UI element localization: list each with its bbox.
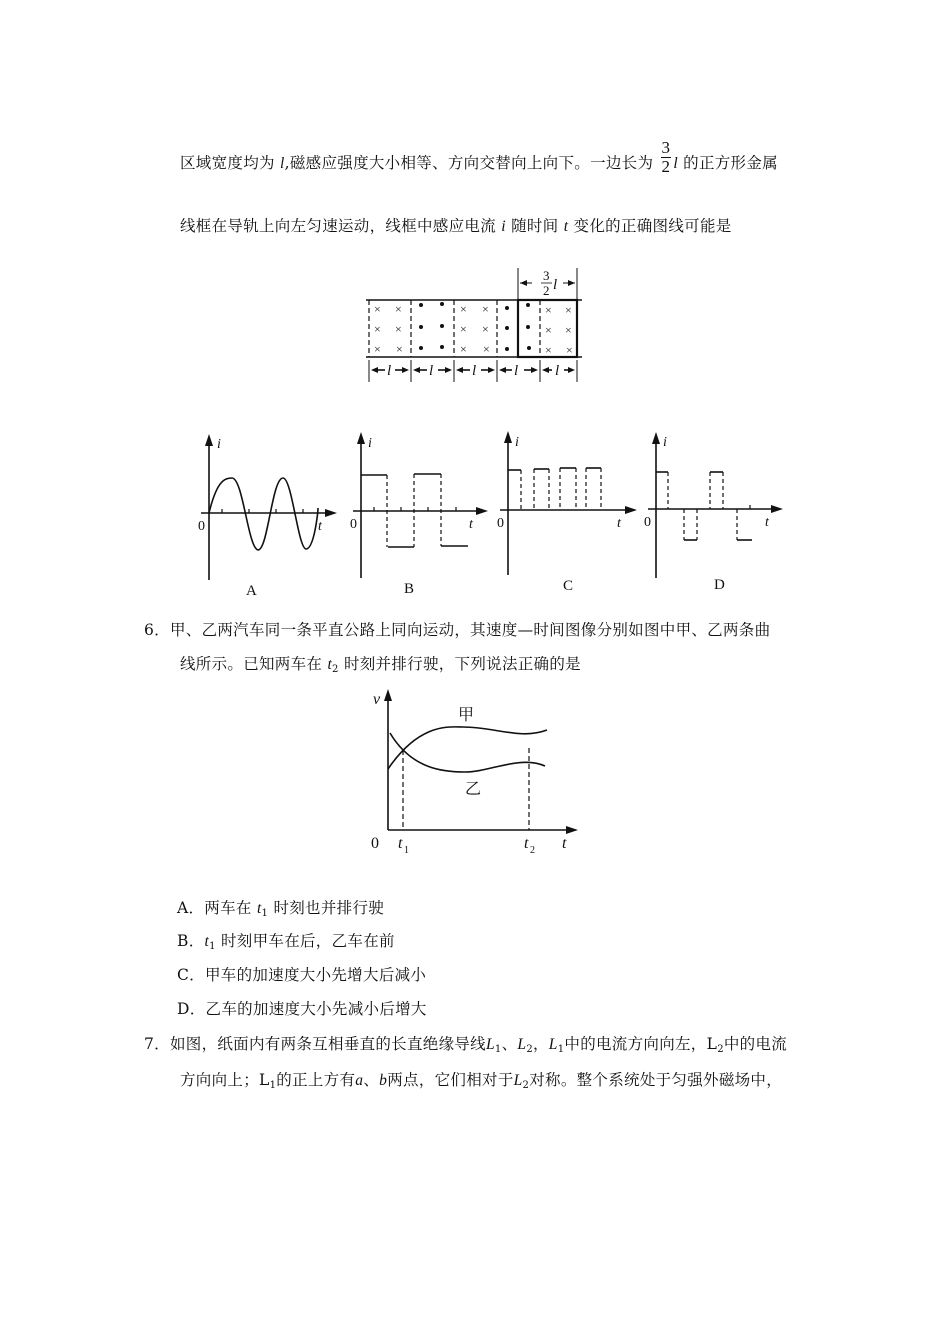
svg-text:×: × xyxy=(460,302,467,316)
text: 、 xyxy=(501,1035,518,1053)
svg-text:×: × xyxy=(482,322,489,336)
text: 时刻也并排行驶 xyxy=(268,899,385,917)
svg-text:×: × xyxy=(545,343,552,357)
option-letter: B． xyxy=(177,932,205,950)
text: 区域宽度均为 xyxy=(180,154,281,172)
origin-label: 0 xyxy=(198,519,205,534)
subscript: 1 xyxy=(209,941,216,952)
axis-label-i: i xyxy=(368,436,372,451)
var-t: t xyxy=(256,900,262,917)
text: 甲、乙两汽车同一条平直公路上同向运动，其速度—时间图像分别如图中甲、乙两条曲 xyxy=(169,621,771,639)
subscript: 2 xyxy=(332,664,339,675)
q6-option-c[interactable] xyxy=(177,963,426,985)
frame-label-var: l xyxy=(553,277,558,293)
text: 中的电流方向向左，L xyxy=(564,1035,718,1053)
axis-label-t: t xyxy=(562,835,567,852)
text: 两车在 xyxy=(204,899,257,917)
q6-option-a[interactable] xyxy=(177,896,384,919)
text: 随时间 xyxy=(505,217,564,235)
axis-label-i: i xyxy=(217,437,221,452)
svg-text:×: × xyxy=(395,322,402,336)
width-label: l xyxy=(514,363,519,379)
svg-text:×: × xyxy=(482,302,489,316)
text: 、 xyxy=(363,1071,380,1089)
width-label: l xyxy=(472,363,477,379)
t2-sub: 2 xyxy=(530,845,535,856)
text: 两点，它们相对于 xyxy=(387,1071,514,1089)
var-l: l xyxy=(673,155,678,172)
var-l: l xyxy=(280,155,285,172)
axis-label-t: t xyxy=(617,516,621,531)
option-label-d: D xyxy=(714,577,725,593)
subscript: 1 xyxy=(261,908,269,919)
text: 线所示。已知两车在 xyxy=(180,655,328,673)
option-letter: A． xyxy=(177,899,205,917)
option-label-c: C xyxy=(563,578,574,594)
var-L: L xyxy=(517,1036,527,1053)
text: 乙车的加速度大小先减小后增大 xyxy=(205,1000,427,1018)
t2-label: t xyxy=(524,835,529,852)
axis-label-t: t xyxy=(318,519,322,534)
svg-text:×: × xyxy=(566,343,573,357)
text: 甲车的加速度大小先增大后减小 xyxy=(204,966,427,984)
axis-label-t: t xyxy=(469,517,473,532)
curve-label-yi: 乙 xyxy=(465,779,482,798)
question-number: 6． xyxy=(144,621,170,639)
subscript: 1 xyxy=(494,1044,502,1055)
text: 如图，纸面内有两条互相垂直的长直绝缘导线 xyxy=(169,1035,486,1053)
frac-den: 2 xyxy=(661,156,671,176)
origin-label: 0 xyxy=(350,517,357,532)
text: 线框在导轨上向左匀速运动，线框中感应电流 xyxy=(180,217,502,235)
axis-label-i: i xyxy=(515,435,519,450)
svg-text:×: × xyxy=(374,302,381,316)
origin-label: 0 xyxy=(371,835,379,852)
width-label: l xyxy=(387,363,392,379)
q6-option-d[interactable] xyxy=(177,997,427,1019)
subscript: 2 xyxy=(717,1044,724,1055)
text: 对称。整个系统处于匀强外磁场中， xyxy=(529,1071,783,1089)
text: 的正方形金属 xyxy=(677,154,778,172)
svg-text:×: × xyxy=(374,342,381,356)
subscript: 2 xyxy=(526,1044,533,1055)
q6-option-b[interactable] xyxy=(177,929,395,952)
frame-label-num: 3 xyxy=(543,268,550,283)
option-letter: C． xyxy=(177,966,205,984)
var-L: L xyxy=(513,1072,523,1089)
var-b: b xyxy=(379,1072,388,1089)
svg-text:×: × xyxy=(545,323,552,337)
q7-line-2 xyxy=(180,1068,782,1091)
question-number: 7． xyxy=(144,1035,170,1053)
subscript: 2 xyxy=(522,1080,530,1091)
width-label: l xyxy=(429,363,434,379)
var-t: t xyxy=(327,656,333,673)
subscript: 1 xyxy=(269,1080,277,1091)
curve-label-jia: 甲 xyxy=(458,705,475,724)
axis-label-t: t xyxy=(765,515,769,530)
origin-label: 0 xyxy=(497,516,504,531)
text: 变化的正确图线可能是 xyxy=(568,217,732,235)
origin-label: 0 xyxy=(644,515,651,530)
var-i: i xyxy=(501,218,506,235)
frame-label-den: 2 xyxy=(543,283,550,298)
curve-yi xyxy=(390,733,545,772)
option-label-b: B xyxy=(404,581,415,597)
text: 方向向上；L xyxy=(180,1071,270,1089)
q7-line-1 xyxy=(144,1032,787,1055)
text: ， xyxy=(532,1035,549,1053)
svg-text:×: × xyxy=(396,342,403,356)
t1-label: t xyxy=(398,835,403,852)
svg-text:×: × xyxy=(545,303,552,317)
text: ,磁感应强度大小相等、方向交替向上向下。一边长为 xyxy=(284,154,659,172)
text: 的正上方有 xyxy=(276,1071,356,1089)
var-t: t xyxy=(563,218,569,235)
var-a: a xyxy=(355,1072,364,1089)
svg-text:×: × xyxy=(374,322,381,336)
option-label-a: A xyxy=(246,583,257,599)
axis-label-v: v xyxy=(373,691,381,708)
svg-text:×: × xyxy=(460,322,467,336)
text: 中的电流 xyxy=(723,1035,788,1053)
svg-text:×: × xyxy=(395,302,402,316)
axis-label-i: i xyxy=(663,435,667,450)
subscript: 1 xyxy=(557,1044,565,1055)
var-t: t xyxy=(204,933,210,950)
svg-text:×: × xyxy=(565,303,572,317)
svg-text:×: × xyxy=(483,342,490,356)
svg-text:×: × xyxy=(460,342,467,356)
var-L: L xyxy=(548,1036,558,1053)
var-L: L xyxy=(485,1036,495,1053)
width-label: l xyxy=(555,363,560,379)
text: 时刻并排行驶，下列说法正确的是 xyxy=(338,655,581,673)
text: 时刻甲车在后，乙车在前 xyxy=(215,932,395,950)
svg-text:×: × xyxy=(565,323,572,337)
option-letter: D． xyxy=(177,1000,206,1018)
t1-sub: 1 xyxy=(404,845,409,856)
frac-num: 3 xyxy=(661,137,671,157)
